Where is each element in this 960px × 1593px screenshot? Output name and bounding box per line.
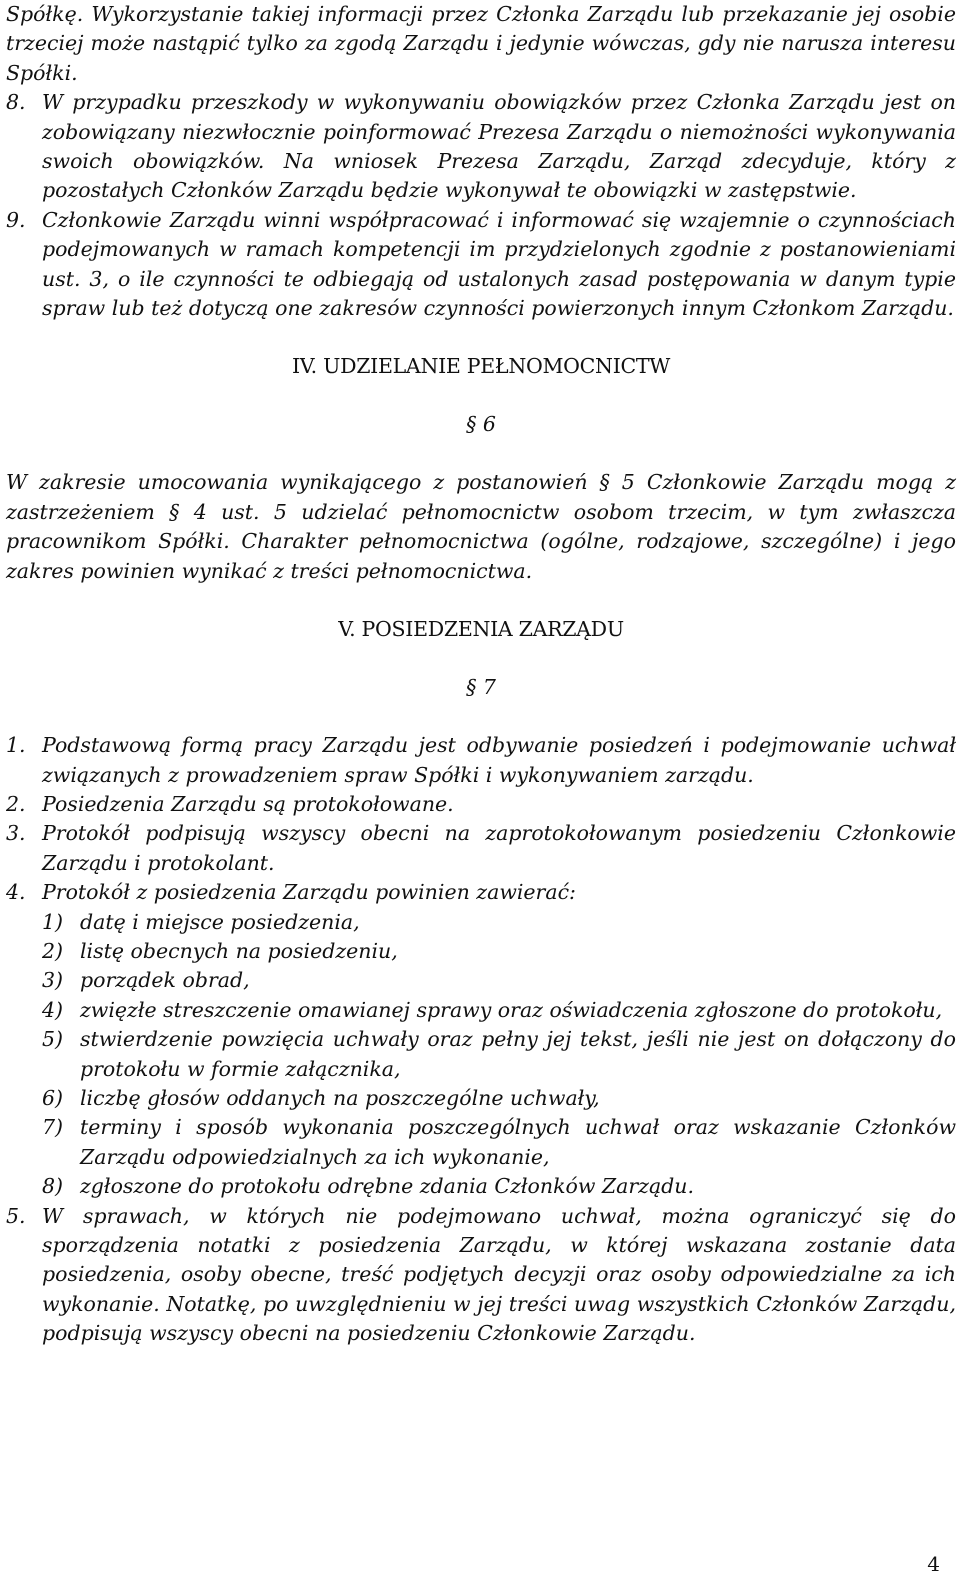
document-page bbox=[6, 0, 956, 1349]
list-item bbox=[6, 206, 956, 324]
list-item bbox=[6, 790, 956, 819]
paragraph-sign: § 7 bbox=[466, 675, 496, 700]
sub-list-item bbox=[6, 996, 956, 1025]
item-number: 5. bbox=[6, 1203, 26, 1228]
subitem-number: 1) bbox=[42, 909, 64, 934]
item-text: W przypadku przeszkody w wykonywaniu obowiązków przez Członka Zarządu jest on zobowiązany niezwłocznie poinformować Prezesa Zarządu o niemożności wykonywania swoich obowiązków. Na wniosek Prezesa Zarządu, Zarząd zdecyduje, który z pozostałych Członków Zarządu będzie wykonywał te obowiązki w zastępstwie. bbox=[42, 90, 956, 203]
item-number: 4. bbox=[6, 880, 26, 905]
item-number: 9. bbox=[6, 207, 26, 232]
subitem-text: terminy i sposób wykonania poszczególnych uchwał oraz wskazanie Członków Zarządu odpowiedzialnych za ich wykonanie, bbox=[80, 1115, 956, 1169]
list-item bbox=[6, 88, 956, 206]
subitem-number: 8) bbox=[42, 1174, 64, 1199]
subitem-number: 2) bbox=[42, 938, 64, 963]
list-item bbox=[6, 731, 956, 790]
item-number: 8. bbox=[6, 90, 26, 115]
subitem-text: liczbę głosów oddanych na poszczególne uchwały, bbox=[80, 1085, 600, 1110]
sub-list-item bbox=[6, 1084, 956, 1113]
item-number: 2. bbox=[6, 791, 26, 816]
sub-list-item bbox=[6, 1172, 956, 1201]
item-text: Członkowie Zarządu winni współpracować i informować się wzajemnie o czynnościach podejmowanych w ramach kompetencji im przydzielonych zgodnie z postanowieniami ust. 3, o ile czynności te odbiegają od ustalonych zasad postępowania w danym typie spraw lub też dotyczą one zakresów czynności powierzonych innym Członkom Zarządu. bbox=[42, 207, 956, 321]
subitem-number: 6) bbox=[42, 1085, 64, 1110]
sub-list-item bbox=[6, 937, 956, 966]
section-paragraph: W zakresie umocowania wynikającego z postanowień § 5 Członkowie Zarządu mogą z zastrzeżeniem § 4 ust. 5 udzielać pełnomocnictw osobom trzecim, w tym zwłaszcza pracownikom Spółki. Charakter pełnomocnictwa (ogólne, rodzajowe, szczególne) i jego zakres powinien wynikać z treści pełnomocnictwa. bbox=[6, 470, 956, 583]
section-heading: IV. UDZIELANIE PEŁNOMOCNICTW bbox=[291, 354, 671, 379]
sub-list-item bbox=[6, 908, 956, 937]
subitem-number: 7) bbox=[42, 1115, 64, 1140]
item-text: Protokół z posiedzenia Zarządu powinien zawierać: bbox=[42, 880, 576, 905]
item-number: 1. bbox=[6, 733, 26, 758]
subitem-text: listę obecnych na posiedzeniu, bbox=[80, 938, 398, 963]
section-heading: V. POSIEDZENIA ZARZĄDU bbox=[338, 617, 624, 642]
item-text: Podstawową formą pracy Zarządu jest odbywanie posiedzeń i podejmowanie uchwał związanych z prowadzeniem spraw Spółki i wykonywaniem zarządu. bbox=[42, 733, 956, 787]
subitem-number: 5) bbox=[42, 1027, 64, 1052]
list-item bbox=[6, 1202, 956, 1349]
item-text: W sprawach, w których nie podejmowano uchwał, można ograniczyć się do sporządzenia notatki z posiedzenia Zarządu, w której wskazana zostanie data posiedzenia, osoby obecne, treść podjętych decyzji oraz osoby odpowiedzialne za ich wykonanie. Notatkę, po uwzględnieniu w jej treści uwag wszystkich Członków Zarządu, podpisują wszyscy obecni na posiedzeniu Członkowie Zarządu. bbox=[42, 1203, 956, 1346]
item-text: Protokół podpisują wszyscy obecni na zaprotokołowanym posiedzeniu Członkowie Zarządu i protokolant. bbox=[42, 821, 956, 875]
paragraph-sign: § 6 bbox=[466, 412, 496, 437]
subitem-number: 3) bbox=[42, 968, 64, 993]
list-item bbox=[6, 878, 956, 907]
item-text: Posiedzenia Zarządu są protokołowane. bbox=[42, 791, 454, 816]
page-number: 4 bbox=[927, 1552, 940, 1576]
item-number: 3. bbox=[6, 821, 26, 846]
subitem-number: 4) bbox=[42, 997, 64, 1022]
subitem-text: zwięzłe streszczenie omawianej sprawy oraz oświadczenia zgłoszone do protokołu, bbox=[80, 997, 943, 1022]
sub-list-item bbox=[6, 1025, 956, 1084]
sub-list-item bbox=[6, 966, 956, 995]
subitem-text: datę i miejsce posiedzenia, bbox=[80, 909, 360, 934]
subitem-text: stwierdzenie powzięcia uchwały oraz pełny jej tekst, jeśli nie jest on dołączony do protokołu w formie załącznika, bbox=[80, 1027, 956, 1081]
sub-list-item bbox=[6, 1113, 956, 1172]
continuation-paragraph: Spółkę. Wykorzystanie takiej informacji przez Członka Zarządu lub przekazanie jej osobie trzeciej może nastąpić tylko za zgodą Zarządu i jedynie wówczas, gdy nie narusza interesu Spółki. bbox=[6, 2, 956, 85]
subitem-text: porządek obrad, bbox=[80, 968, 250, 993]
subitem-text: zgłoszone do protokołu odrębne zdania Członków Zarządu. bbox=[80, 1174, 695, 1199]
list-item bbox=[6, 819, 956, 878]
